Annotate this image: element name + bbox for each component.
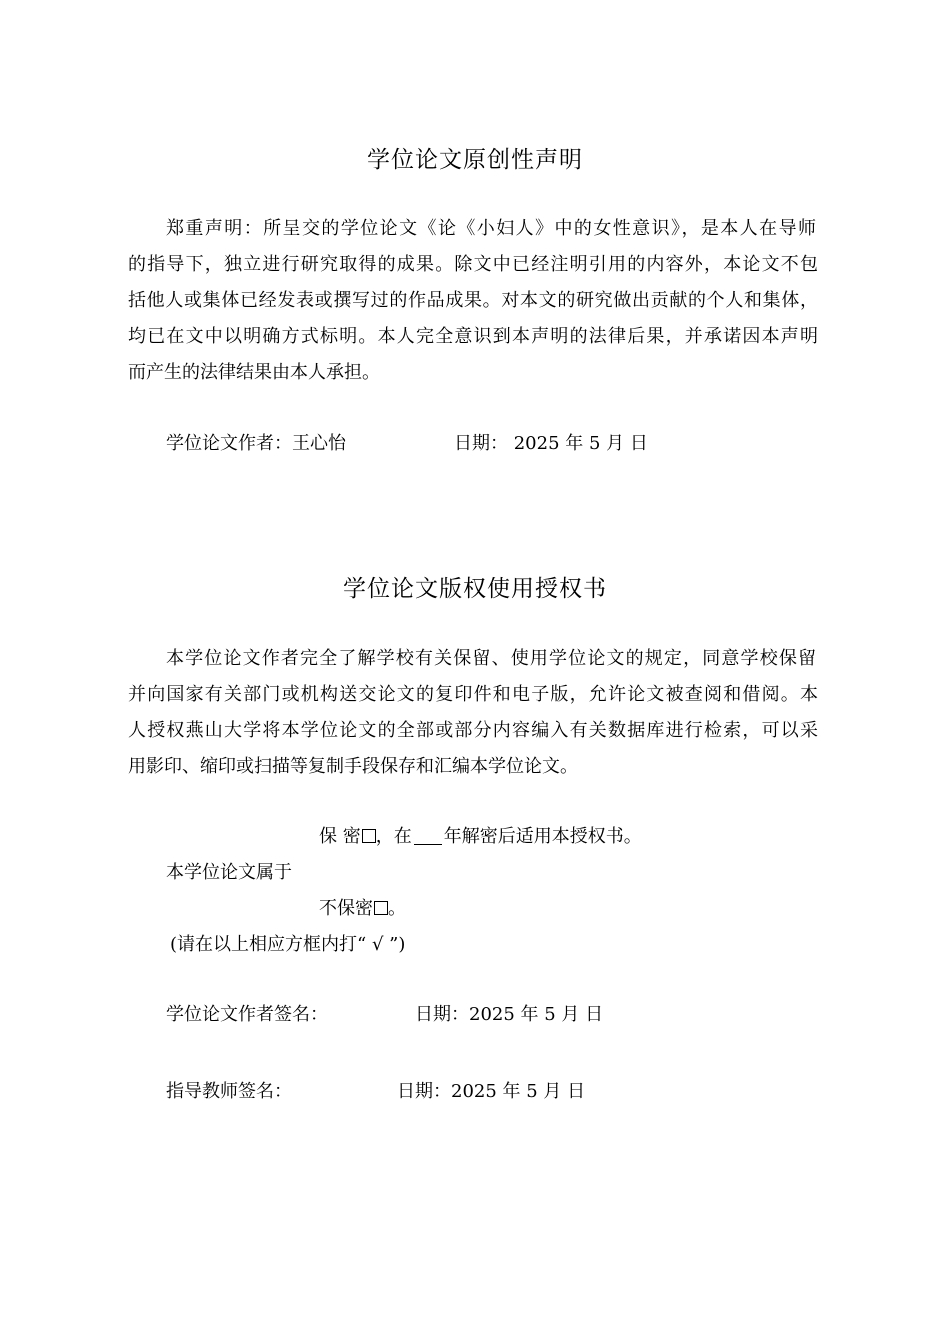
declaration-line-1: 郑重声明：所呈交的学位论文《论《小妇人》中的女性意识》，是本人在导师 (166, 218, 816, 239)
declaration-line-4: 均已在文中以明确方式标明。本人完全意识到本声明的法律后果，并承诺因本声明 (128, 326, 818, 347)
not-secret-label: 不保密 (319, 898, 373, 919)
not-secret-checkbox[interactable] (374, 901, 388, 915)
belongs-label: 本学位论文属于 (166, 862, 292, 883)
secret-option (319, 822, 642, 848)
authorization-line-1: 本学位论文作者完全了解学校有关保留、使用学位论文的规定，同意学校保留 (166, 648, 816, 669)
declaration-line-2: 的指导下，独立进行研究取得的成果。除文中已经注明引用的内容外，本论文不包 (128, 254, 818, 275)
check-instruction: (请在以上相应方框内打“ √ ”) (170, 934, 406, 955)
secret-suffix: 年解密后适用本授权书。 (443, 826, 642, 847)
authorization-title: 学位论文版权使用授权书 (343, 576, 607, 602)
supervisor-signature-date: 日期：2025 年 5 月 日 (397, 1081, 586, 1102)
authorization-line-2: 并向国家有关部门或机构送交论文的复印件和电子版，允许论文被查阅和借阅。本 (128, 684, 818, 705)
author-signature-date: 日期：2025 年 5 月 日 (415, 1004, 604, 1025)
declaration-date: 日期： 2025 年 5 月 日 (454, 433, 648, 454)
supervisor-signature-label: 指导教师签名： (166, 1081, 292, 1102)
declaration-line-5: 而产生的法律结果由本人承担。 (128, 362, 380, 383)
not-secret-suffix: 。 (388, 898, 406, 919)
secret-label: 保 密 (319, 826, 361, 847)
authorization-line-3: 人授权燕山大学将本学位论文的全部或部分内容编入有关数据库进行检索，可以采 (128, 720, 818, 741)
declaration-author: 学位论文作者：王心怡 (166, 433, 346, 454)
author-signature-label: 学位论文作者签名： (166, 1004, 328, 1025)
secret-middle: ，在 (375, 826, 412, 847)
declaration-title: 学位论文原创性声明 (367, 147, 583, 173)
years-blank[interactable] (414, 828, 442, 845)
declaration-line-3: 括他人或集体已经发表或撰写过的作品成果。对本文的研究做出贡献的个人和集体， (128, 290, 818, 311)
not-secret-option (319, 894, 406, 920)
secret-checkbox[interactable] (362, 829, 376, 843)
authorization-line-4: 用影印、缩印或扫描等复制手段保存和汇编本学位论文。 (128, 756, 578, 777)
